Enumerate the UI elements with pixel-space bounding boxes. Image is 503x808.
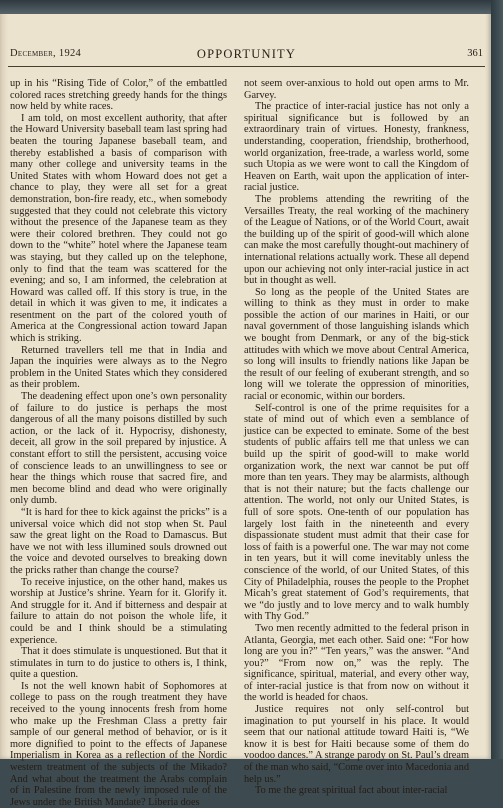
paragraph: “It is hard for thee to kick against the pricks” is a universal voice which did not stop when St. Paul saw the great light on the Road to Damascus. But have we not with less illumined souls drowned out the voice and devoted ourselves to breaking down the pricks rather than change the course? bbox=[10, 506, 227, 576]
paragraph: To me the great spiritual fact about inter-racial bbox=[255, 785, 448, 797]
scan-binding-edge bbox=[491, 0, 503, 759]
paragraph: The deadening effect upon one’s own personality of failure to do justice is perhaps the most dangerous of all the many poisons distilled by such action, or the lack of it. Hypocrisy, dishonesty, deceit, all grow in the soil prepared by injustice. A constant effort to still the persistent, accusing voice of conscience leads to an unwillingness to see or hear the things which rouse that sacred fire, and men become blind and dead who were originally only dumb. bbox=[10, 391, 227, 507]
paragraph: Justice requires not only self-control but imagination to put yourself in his place. It would seem that our national attitude toward Haiti is, “We know it is best for Haiti because some of them do voodoo dances.” A strange parody on St. Paul’s dream of the man who said, “Come over into Macedonia and help us.” bbox=[244, 704, 469, 785]
header-date: December, 1924 bbox=[10, 48, 82, 59]
paragraph: Two men recently admitted to the federal prison in Atlanta, Georgia, met each other. Said one: “For how long are you in?” “Ten years,” was the answer. “And you?” “From now on,” was the reply. The significance, spiritual, material, and every other way, of inter-racial justice is that from now on without it the world is headed for chaos. bbox=[244, 622, 469, 704]
paragraph: Returned travellers tell me that in India and Japan the inquiries were always as to the Negro problem in the United States which they considered as their problem. bbox=[10, 344, 227, 391]
paragraph: The practice of inter-racial justice has not only a spiritual significance but is followed by an extraordinary train of virtues. Honesty, frankness, understanding, cooperation, friendship, brotherhood, world organization, free-trade, a warless world, some such Utopia as we were wont to call the Kingdom of Heaven on Earth, wait upon the application of inter-racial justice. bbox=[244, 101, 469, 194]
paragraph: To receive injustice, on the other hand, makes us worship at Justice’s shrine. Yearn for it. Glorify it. And struggle for it. And if bitterness and despair at failure to attain do not poison the whole life, it could be and I think should be a stimulating experience. bbox=[10, 576, 227, 646]
paragraph: So long as the people of the United States are willing to think as they must in order to make possible the action of our marines in Haiti, or our naval government of those languishing islands which we bought from Denmark, or any of the big-stick attitudes with which we move about Central America, so long will insults to friendly nations like Japan be the result of our feeling of exuberant strength, and so long will we tolerate the oppression of minorities, racial or economic, within our borders. bbox=[244, 286, 469, 403]
paragraph: I am told, on most excellent authority, that after the Howard University baseball team last spring had beaten the touring Japanese baseball team, and thereby established a basis of comparison with many other college and university teams in the United States with whom Howard does not get a chance to play, they were all set for a great demonstration, bon-fire ready, etc., when somebody suggested that they could not celebrate this victory without the presence of the Japanese team as they were their colored brethren. They could not go down to the “white” hotel where the Japanese team was staying, but they called up on the telephone, only to find that the team was scattered for the evening; and so, I am informed, the celebration at Howard was called off. If this story is true, in the detail in which it was given to me, it indicates a resentment on the part of the colored youth of America at the Congressional action toward Japan which is striking. bbox=[10, 112, 227, 345]
paragraph: The problems attending the rewriting of the Versailles Treaty, the real working of the machinery of the League of Nations, or of the World Court, await the building up of the spirit of good-will which alone can make the most carefully thought-out machinery of international relations actually work. These all depend upon our achieving not only inter-racial justice in act but in thought as well. bbox=[244, 193, 469, 287]
header-rule bbox=[8, 66, 485, 67]
page-edge-shade bbox=[0, 0, 8, 759]
paragraph: That it does stimulate is unquestioned. But that it stimulates in turn to do justice to others is, I think, quite a question. bbox=[10, 646, 227, 681]
running-header bbox=[10, 48, 483, 64]
paragraph: Is not the well known habit of Sophomores at college to pass on the rough treatment they have received to the young innocents fresh from home who make up the Freshman Class a pretty fair sample of our general method of behavior, or is it more dignified to point to the effects of Japanese Imperialism in Korea as a reflection of the Nordic western treatment of the subjects of the Mikado? And what about the treatment the Arabs complain of in Palestine from the newly imposed rule of the Jews under the British Mandate? Liberia does bbox=[10, 680, 227, 808]
header-page-number: 361 bbox=[467, 48, 483, 59]
paragraph: up in his “Rising Tide of Color,” of the embattled colored races stretching greedy hands for the things now held by white races. bbox=[10, 78, 227, 113]
paragraph: not seem over-anxious to hold out open arms to Mr. Garvey. bbox=[244, 78, 469, 101]
left-column bbox=[10, 78, 227, 808]
scan-top-border bbox=[0, 0, 503, 14]
header-magazine-title: OPPORTUNITY bbox=[196, 47, 297, 61]
right-column bbox=[244, 78, 469, 797]
paragraph: Self-control is one of the prime requisites for a state of mind out of which even a semblance of justice can be expected to eminate. Some of the best students of public affairs tell me that unless we can build up the spirit of good-will to make world organization work, the next war cannot be put off more than ten years. They may be alarmists, although that is not their nature; but the facts challenge our attention. The world, not only our United States, is full of sore spots. One-tenth of our population has largely lost faith in the nineteenth and every dispassionate student must admit that their case for loss of faith is a powerful one. The war may not come in ten years, but it will come inevitably unless the conscience of the world, of our United States, of this City of Philadelphia, rouses the people to the Prophet Micah’s great statement of God’s requirements, that we “do justly and to love mercy and to walk humbly with Thy God.” bbox=[244, 402, 469, 623]
